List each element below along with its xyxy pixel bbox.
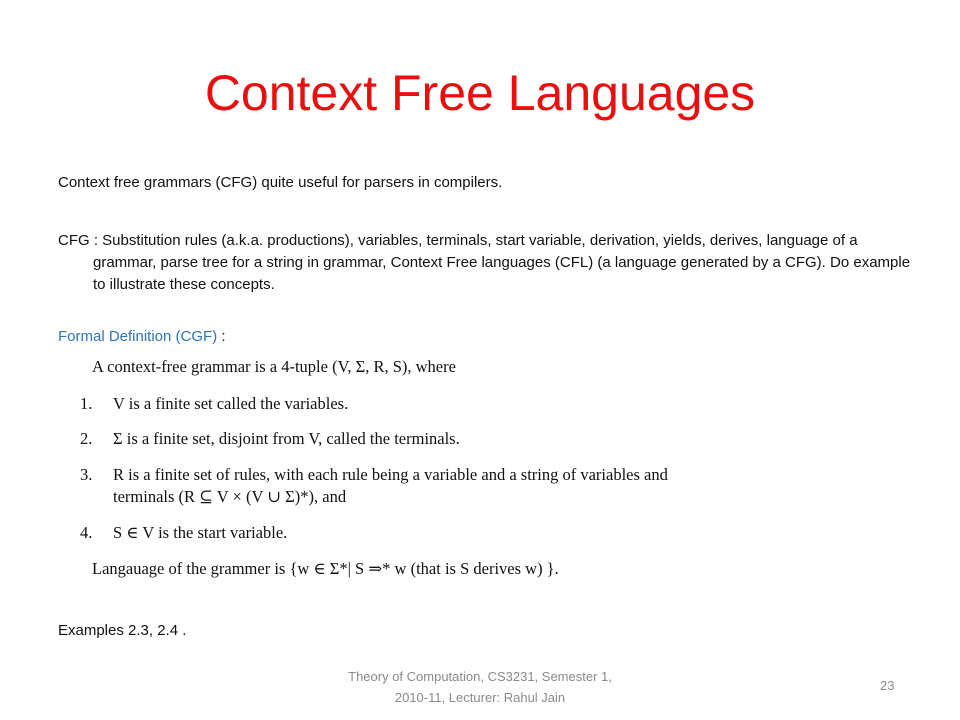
cfg-concepts-paragraph: CFG : Substitution rules (a.k.a. productions), variables, terminals, start variable, derivation, yields, derives, language of a grammar, parse tree for a string in grammar, Context Free languages (CFL) (a language generated by a CFG). Do example to illustrate these concepts. <box>58 232 911 293</box>
definition-item <box>80 522 730 544</box>
definition-item-number: 2. <box>80 429 93 448</box>
definition-item-text: V is a finite set called the variables. <box>113 394 349 413</box>
formal-definition-heading <box>58 326 888 348</box>
intro-paragraph: Context free grammars (CFG) quite useful for parsers in compilers. <box>58 174 503 191</box>
slide-footer: Theory of Computation, CS3231, Semester 1, 2010-11, Lecturer: Rahul Jain <box>348 669 612 705</box>
definition-item <box>80 393 730 415</box>
definition-intro: A context-free grammar is a 4-tuple (V, Σ, R, S), where <box>92 357 456 376</box>
formal-definition-colon: : <box>217 328 226 345</box>
examples-text: Examples 2.3, 2.4 . <box>58 622 187 639</box>
definition-item-number: 3. <box>80 465 93 484</box>
definition-item-number: 1. <box>80 394 93 413</box>
definition-item <box>80 464 730 508</box>
definition-item-text: Σ is a finite set, disjoint from V, called the terminals. <box>113 429 460 448</box>
page-number: 23 <box>880 678 895 693</box>
definition-item-text: R is a finite set of rules, with each rule being a variable and a string of variables and terminals (R ⊆ V × (V ∪ Σ)*), and <box>113 465 668 506</box>
grammar-language-definition: Langauage of the grammer is {w ∈ Σ*| S ⇒* w (that is S derives w) }. <box>92 559 559 578</box>
formal-definition-label: Formal Definition (CGF) <box>58 328 218 345</box>
definition-item <box>80 428 730 450</box>
slide-title: Context Free Languages <box>204 65 756 121</box>
definition-item-text: S ∈ V is the start variable. <box>113 523 288 542</box>
definition-item-number: 4. <box>80 523 93 542</box>
